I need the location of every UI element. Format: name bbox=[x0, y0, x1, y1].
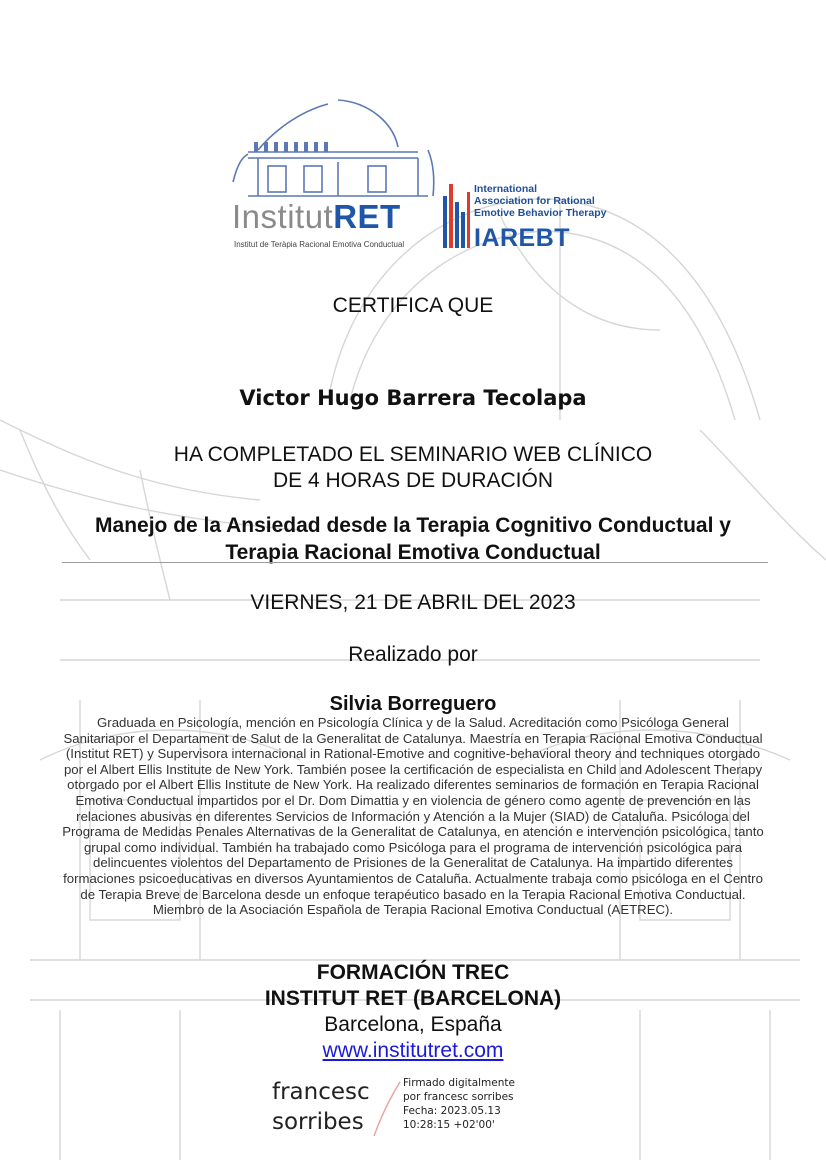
recipient-name: Victor Hugo Barrera Tecolapa bbox=[239, 386, 587, 410]
institut-building-logo bbox=[228, 92, 438, 202]
organization-city: Barcelona, España bbox=[324, 1013, 502, 1036]
event-date: VIERNES, 21 DE ABRIL DEL 2023 bbox=[250, 591, 576, 614]
arebt-bars-icon bbox=[443, 182, 471, 248]
organization-name: INSTITUT RET (BARCELONA) bbox=[264, 987, 562, 1010]
institut-subtitle: Institut de Teràpia Racional Emotiva Conductual bbox=[234, 240, 405, 249]
course-title: Manejo de la Ansiedad desde la Terapia Cognitivo Conductual y Terapia Racional Emotiva Conductual bbox=[95, 514, 731, 564]
institut-ret-wordmark: InstitutRET bbox=[232, 198, 401, 235]
speaker-name: Silvia Borreguero bbox=[329, 693, 497, 715]
arebt-wordmark: IAREBT bbox=[474, 224, 571, 252]
organization-program: FORMACIÓN TREC bbox=[316, 961, 510, 984]
signature-details: Firmado digitalmente por francesc sorribes Fecha: 2023.05.13 10:28:15 +02'00' bbox=[403, 1077, 515, 1131]
signer-name: francesc sorribes bbox=[272, 1079, 370, 1135]
certifies-heading: CERTIFICA QUE bbox=[332, 294, 494, 317]
website-link[interactable]: www.institutret.com bbox=[322, 1039, 504, 1062]
arebt-description: International Association for Rational Emotive Behavior Therapy bbox=[474, 183, 607, 219]
performed-by-label: Realizado por bbox=[348, 643, 478, 666]
divider bbox=[62, 562, 768, 563]
completion-statement: HA COMPLETADO EL SEMINARIO WEB CLÍNICO DE 4 HORAS DE DURACIÓN bbox=[173, 443, 653, 492]
speaker-bio: Graduada en Psicología, mención en Psicología Clínica y de la Salud. Acreditación como Psicóloga General Sanitariapor el Departament de Salut de la Generalitat de Catalunya. Maestría en Terapia Racional Emotiva Conductual (Institut RET) y Supervisora internacional in Rational-Emotive and cognitive-behavioral theory and techniques otorgado por el Albert Ellis Institute de New York. También posee la certificación de especialista en Child and Adolescent Therapy otorgado por el Albert Ellis Institute de New York. Ha realizado diferentes seminarios de formación en Terapia Racional Emotiva Conductual impartidos por el Dr. Dom Dimattia y en violencia de género como agente de prevención en las relaciones abusivas en diferentes Servicios de Información y Atención a la Mujer (SIAD) de Cataluña. Psicóloga del Programa de Medidas Penales Alternativas de la Generalitat de Catalunya, en atención e intervención psicológica, tanto grupal como individual. También ha trabajado como Psicóloga para el programa de intervención psicológica para delincuentes violentos del Departamento de Prisiones de la Generalitat de Catalunya. Ha impartido diferentes formaciones psicoeducativas en diversos Ayuntamientos de Cataluña. Actualmente trabaja como psicóloga en el Centro de Terapia Breve de Barcelona desde un enfoque terapéutico basado en la Terapia Racional Emotiva Conductual. Miembro de la Asociación Española de Terapia Racional Emotiva Conductual (AETREC). bbox=[62, 715, 764, 918]
